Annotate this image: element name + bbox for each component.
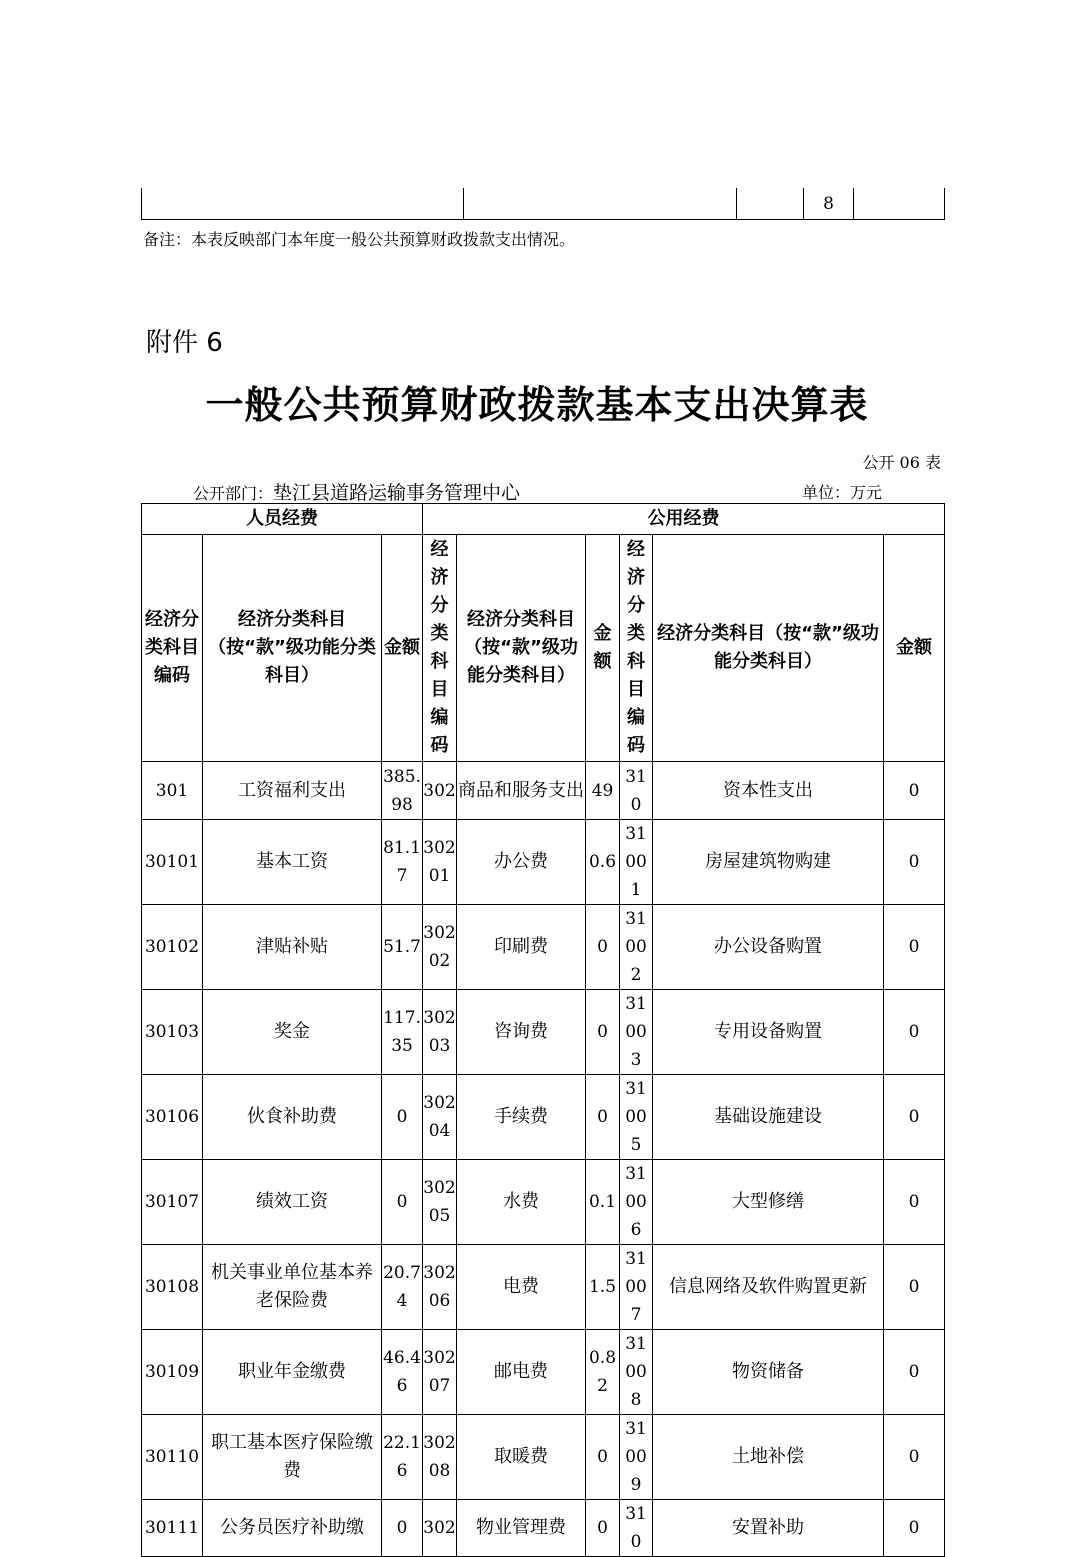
table-row bbox=[142, 1330, 945, 1415]
p-amount-cell: 0 bbox=[382, 1075, 423, 1160]
header-c-name: 经济分类科目（按“款”级功能分类科目） bbox=[653, 535, 884, 762]
g-name-cell: 取暖费 bbox=[457, 1415, 586, 1500]
previous-table-fragment bbox=[141, 188, 945, 220]
table-row bbox=[142, 1500, 945, 1557]
p-amount-cell: 46.46 bbox=[382, 1330, 423, 1415]
g-code-cell: 30202 bbox=[423, 905, 457, 990]
c-amount-cell: 0 bbox=[884, 820, 945, 905]
p-amount-cell: 51.7 bbox=[382, 905, 423, 990]
c-amount-cell: 0 bbox=[884, 1075, 945, 1160]
p-amount-cell: 20.74 bbox=[382, 1245, 423, 1330]
g-amount-cell: 0 bbox=[586, 990, 620, 1075]
p-name-cell: 伙食补助费 bbox=[203, 1075, 382, 1160]
c-code-cell: 310 bbox=[620, 762, 653, 820]
p-name-cell: 奖金 bbox=[203, 990, 382, 1075]
c-amount-cell: 0 bbox=[884, 1245, 945, 1330]
p-name-cell: 职工基本医疗保险缴费 bbox=[203, 1415, 382, 1500]
c-code-cell: 31007 bbox=[620, 1245, 653, 1330]
c-amount-cell: 0 bbox=[884, 762, 945, 820]
g-code-cell: 30207 bbox=[423, 1330, 457, 1415]
header-g-code: 经济分类科目编码 bbox=[423, 535, 457, 762]
p-amount-cell: 0 bbox=[382, 1160, 423, 1245]
c-code-cell: 31005 bbox=[620, 1075, 653, 1160]
fragment-cell bbox=[737, 188, 804, 220]
fragment-cell bbox=[464, 188, 737, 220]
table-note: 备注：本表反映部门本年度一般公共预算财政拨款支出情况。 bbox=[143, 230, 576, 249]
group-public: 公用经费 bbox=[423, 504, 945, 535]
c-name-cell: 房屋建筑物购建 bbox=[653, 820, 884, 905]
c-code-cell: 31001 bbox=[620, 820, 653, 905]
p-amount-cell: 22.16 bbox=[382, 1415, 423, 1500]
c-code-cell: 310 bbox=[620, 1500, 653, 1557]
header-g-amount: 金额 bbox=[586, 535, 620, 762]
p-name-cell: 公务员医疗补助缴 bbox=[203, 1500, 382, 1557]
c-name-cell: 土地补偿 bbox=[653, 1415, 884, 1500]
c-name-cell: 专用设备购置 bbox=[653, 990, 884, 1075]
expenditure-table bbox=[141, 503, 945, 1557]
header-g-name: 经济分类科目（按“款”级功能分类科目） bbox=[457, 535, 586, 762]
g-amount-cell: 1.5 bbox=[586, 1245, 620, 1330]
p-name-cell: 津贴补贴 bbox=[203, 905, 382, 990]
g-name-cell: 邮电费 bbox=[457, 1330, 586, 1415]
p-name-cell: 机关事业单位基本养老保险费 bbox=[203, 1245, 382, 1330]
p-code-cell: 30110 bbox=[142, 1415, 203, 1500]
c-code-cell: 31002 bbox=[620, 905, 653, 990]
table-row bbox=[142, 990, 945, 1075]
g-code-cell: 30205 bbox=[423, 1160, 457, 1245]
g-name-cell: 手续费 bbox=[457, 1075, 586, 1160]
p-code-cell: 30109 bbox=[142, 1330, 203, 1415]
c-code-cell: 31003 bbox=[620, 990, 653, 1075]
p-code-cell: 30102 bbox=[142, 905, 203, 990]
fragment-value: 8 bbox=[804, 188, 854, 220]
c-name-cell: 物资储备 bbox=[653, 1330, 884, 1415]
p-name-cell: 基本工资 bbox=[203, 820, 382, 905]
g-name-cell: 水费 bbox=[457, 1160, 586, 1245]
header-c-amount: 金额 bbox=[884, 535, 945, 762]
c-amount-cell: 0 bbox=[884, 1330, 945, 1415]
g-code-cell: 30206 bbox=[423, 1245, 457, 1330]
g-code-cell: 302 bbox=[423, 762, 457, 820]
p-name-cell: 工资福利支出 bbox=[203, 762, 382, 820]
p-name-cell: 职业年金缴费 bbox=[203, 1330, 382, 1415]
p-code-cell: 30108 bbox=[142, 1245, 203, 1330]
p-code-cell: 30101 bbox=[142, 820, 203, 905]
g-name-cell: 物业管理费 bbox=[457, 1500, 586, 1557]
c-code-cell: 31006 bbox=[620, 1160, 653, 1245]
p-name-cell: 绩效工资 bbox=[203, 1160, 382, 1245]
g-code-cell: 302 bbox=[423, 1500, 457, 1557]
c-amount-cell: 0 bbox=[884, 1500, 945, 1557]
c-amount-cell: 0 bbox=[884, 1415, 945, 1500]
header-c-code: 经济分类科目编码 bbox=[620, 535, 653, 762]
g-code-cell: 30204 bbox=[423, 1075, 457, 1160]
g-amount-cell: 0 bbox=[586, 1415, 620, 1500]
department-line bbox=[193, 478, 520, 505]
header-p-code: 经济分类科目编码 bbox=[142, 535, 203, 762]
c-name-cell: 资本性支出 bbox=[653, 762, 884, 820]
group-personnel: 人员经费 bbox=[142, 504, 423, 535]
g-amount-cell: 0 bbox=[586, 1500, 620, 1557]
p-code-cell: 30103 bbox=[142, 990, 203, 1075]
c-name-cell: 安置补助 bbox=[653, 1500, 884, 1557]
table-row bbox=[142, 1245, 945, 1330]
c-name-cell: 办公设备购置 bbox=[653, 905, 884, 990]
c-code-cell: 31009 bbox=[620, 1415, 653, 1500]
p-code-cell: 30106 bbox=[142, 1075, 203, 1160]
p-code-cell: 30107 bbox=[142, 1160, 203, 1245]
g-amount-cell: 0 bbox=[586, 905, 620, 990]
p-amount-cell: 0 bbox=[382, 1500, 423, 1557]
table-row bbox=[142, 1415, 945, 1500]
g-name-cell: 办公费 bbox=[457, 820, 586, 905]
department-name: 垫江县道路运输事务管理中心 bbox=[273, 482, 521, 504]
g-amount-cell: 0.1 bbox=[586, 1160, 620, 1245]
g-amount-cell: 0.6 bbox=[586, 820, 620, 905]
c-name-cell: 大型修缮 bbox=[653, 1160, 884, 1245]
table-row bbox=[142, 905, 945, 990]
g-code-cell: 30201 bbox=[423, 820, 457, 905]
header-p-amount: 金额 bbox=[382, 535, 423, 762]
g-name-cell: 电费 bbox=[457, 1245, 586, 1330]
c-amount-cell: 0 bbox=[884, 905, 945, 990]
c-name-cell: 基础设施建设 bbox=[653, 1075, 884, 1160]
header-p-name: 经济分类科目（按“款”级功能分类科目） bbox=[203, 535, 382, 762]
table-row bbox=[142, 1075, 945, 1160]
c-code-cell: 31008 bbox=[620, 1330, 653, 1415]
fragment-cell bbox=[142, 188, 464, 220]
p-code-cell: 301 bbox=[142, 762, 203, 820]
attachment-label: 附件 6 bbox=[146, 328, 223, 358]
table-row bbox=[142, 1160, 945, 1245]
g-name-cell: 印刷费 bbox=[457, 905, 586, 990]
g-amount-cell: 0 bbox=[586, 1075, 620, 1160]
c-amount-cell: 0 bbox=[884, 990, 945, 1075]
g-amount-cell: 0.82 bbox=[586, 1330, 620, 1415]
g-name-cell: 咨询费 bbox=[457, 990, 586, 1075]
g-code-cell: 30203 bbox=[423, 990, 457, 1075]
department-label: 公开部门： bbox=[193, 484, 274, 503]
page-title: 一般公共预算财政拨款基本支出决算表 bbox=[205, 382, 869, 427]
table-row bbox=[142, 762, 945, 820]
c-amount-cell: 0 bbox=[884, 1160, 945, 1245]
c-name-cell: 信息网络及软件购置更新 bbox=[653, 1245, 884, 1330]
table-code: 公开 06 表 bbox=[862, 453, 941, 472]
p-amount-cell: 117.35 bbox=[382, 990, 423, 1075]
table-row bbox=[142, 820, 945, 905]
fragment-cell bbox=[854, 188, 945, 220]
unit-label: 单位：万元 bbox=[802, 483, 883, 502]
g-name-cell: 商品和服务支出 bbox=[457, 762, 586, 820]
g-amount-cell: 49 bbox=[586, 762, 620, 820]
g-code-cell: 30208 bbox=[423, 1415, 457, 1500]
p-amount-cell: 385.98 bbox=[382, 762, 423, 820]
p-amount-cell: 81.17 bbox=[382, 820, 423, 905]
p-code-cell: 30111 bbox=[142, 1500, 203, 1557]
